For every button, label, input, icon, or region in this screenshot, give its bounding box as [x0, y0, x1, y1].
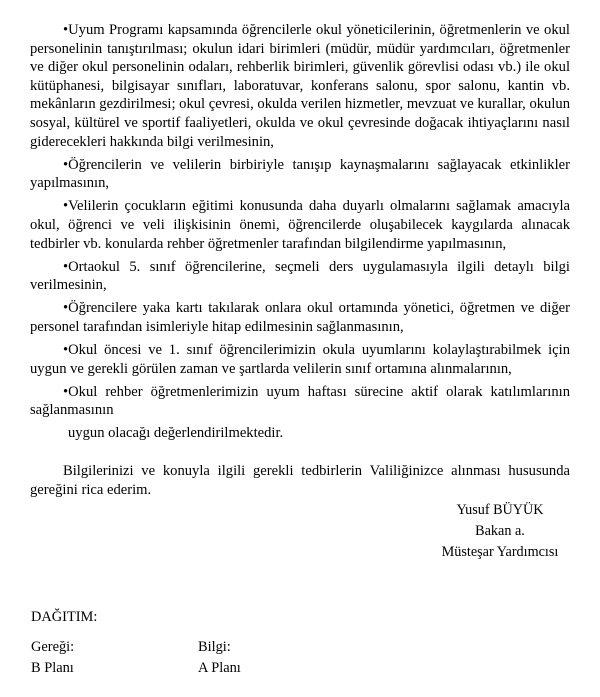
bullet-glyph-icon: • — [63, 342, 69, 358]
bullet-glyph-icon: • — [63, 300, 69, 317]
bullet-glyph-icon: • — [63, 258, 69, 275]
paragraph-closing-assessment: uygun olacağı değerlendirilmektedir. — [68, 425, 284, 442]
paragraph-bullet-4 — [30, 258, 570, 295]
paragraph-bullet-3 — [30, 197, 570, 253]
distribution-value-geregi: B Planı — [31, 660, 74, 676]
distribution-header-bilgi: Bilgi: — [198, 639, 231, 655]
signer-on-behalf: Bakan a. — [475, 523, 525, 539]
paragraph-text: Okul rehber öğretmenlerimizin uyum haftası sürecine aktif olarak katılımlarının sağlanmasının — [30, 383, 570, 419]
distribution-heading: DAĞITIM: — [31, 609, 98, 625]
bullet-glyph-icon: • — [63, 22, 69, 38]
paragraph-text: Okul öncesi ve 1. sınıf öğrencilerimizin okula uyumlarını kolaylaştırabilmek için uygun ve gerekli görülen zaman ve şartlarda velilerin sınıf ortamına alınmalarının, — [30, 342, 570, 377]
paragraph-request: Bilgilerinizi ve konuyla ilgili gerekli tedbirlerin Valiliğinizce alınması hususunda gereğini rica ederim. — [30, 462, 570, 498]
document-body — [30, 21, 570, 499]
paragraph-bullet-6 — [30, 341, 570, 378]
signature-block — [405, 500, 595, 563]
distribution-value-row — [31, 658, 431, 679]
distribution-value-bilgi: A Planı — [198, 660, 241, 676]
paragraph-text: Uyum Programı kapsamında öğrencilerle okul yöneticilerinin, öğretmenlerin ve okul personelinin tanıştırılması; okulun idari birimleri (müdür, müdür yardımcıları, öğretmenler ve diğer okul personelinin odaları, rehberlik birimleri, güvenlik görevlisi odası vb.) ile okul kütüphanesi, bilgisayar sınıfları, laboratuvar, konferans salonu, spor salonu, kantin vb. mekânların gezdirilmesi; okul çevresi, okulda verilen hizmetler, mevzuat ve kurallar, okulun sosyal, kültürel ve sportif faaliyetleri, okulda ve okul çevresinde doğacak ihtiyaçlarını nasıl giderecekleri hakkında bilgi verilmesinin, — [30, 22, 570, 150]
paragraph-text: Öğrencilerin ve velilerin birbiriyle tanışıp kaynaşmalarını sağlayacak etkinlikler yapılmasının, — [30, 156, 570, 192]
paragraph-text: Öğrencilere yaka kartı takılarak onlara okul ortamında yönetici, öğretmen ve diğer personel tarafından isimleriyle hitap edilmesinin sağlanmasının, — [30, 300, 570, 335]
distribution-header-row — [31, 637, 431, 658]
bullet-glyph-icon: • — [63, 156, 69, 173]
distribution-table — [31, 637, 431, 679]
paragraph-bullet-5 — [30, 299, 570, 336]
bullet-glyph-icon: • — [63, 198, 69, 215]
paragraph-text: Ortaokul 5. sınıf öğrencilerine, seçmeli ders uygulamasıyla ilgili detaylı bilgi verilmesinin, — [30, 258, 570, 294]
distribution-header-geregi: Gereği: — [31, 639, 75, 655]
bullet-glyph-icon: • — [63, 383, 69, 400]
signer-title: Müsteşar Yardımcısı — [441, 544, 559, 560]
signer-name: Yusuf BÜYÜK — [456, 502, 544, 518]
paragraph-bullet-2 — [30, 156, 570, 193]
paragraph-bullet-1 — [30, 21, 570, 151]
paragraph-text: Velilerin çocukların eğitimi konusunda daha duyarlı olmalarını sağlamak amacıyla okul, öğrenci ve veli ilişkisinin önemi, öğrencilerde oluşabilecek kaygılarda alınacak tedbirler vb. konularda rehber öğretmenler tarafından bilgilendirme yapılmasının, — [30, 198, 570, 252]
paragraph-bullet-7 — [30, 383, 570, 420]
